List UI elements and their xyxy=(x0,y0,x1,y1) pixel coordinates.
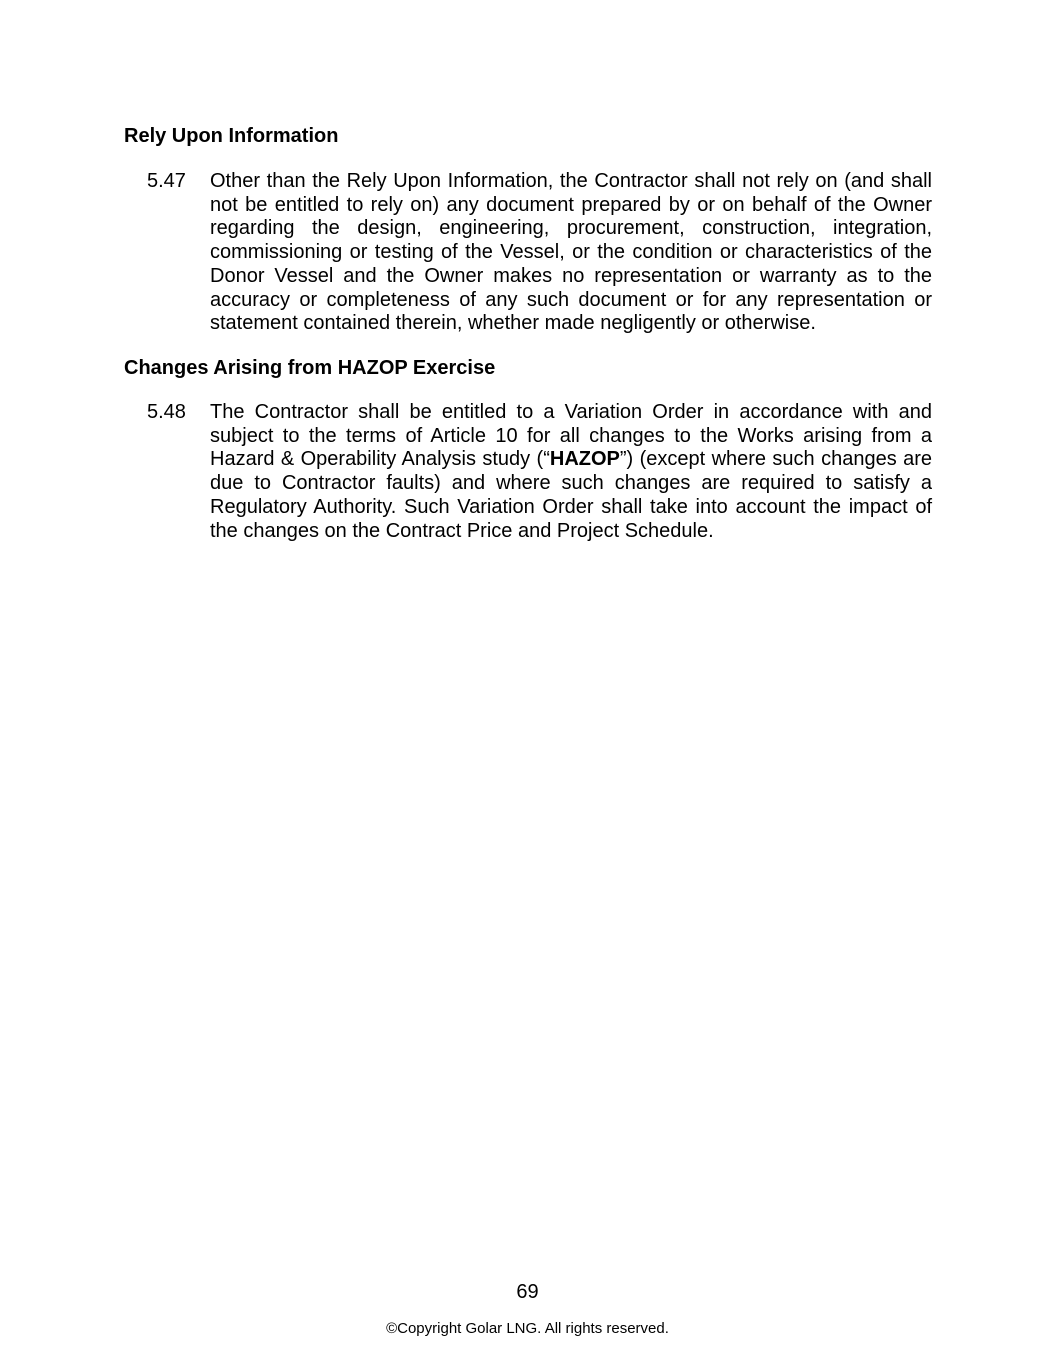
clause-5-47 xyxy=(124,170,932,336)
section-heading-hazop-changes: Changes Arising from HAZOP Exercise xyxy=(124,357,496,379)
clause-text: Other than the Rely Upon Information, the Contractor shall not rely on (and shall not be entitled to rely on) any document prepared by or on behalf of the Owner regarding the design, engineering, procurement, construction, integration, commissioning or testing of the Vessel, or the condition or characteristics of the Donor Vessel and the Owner makes no representation or warranty as to the accuracy or completeness of any such document or for any representation or statement contained therein, whether made negligently or otherwise. xyxy=(210,170,932,335)
section-heading-rely-upon-information: Rely Upon Information xyxy=(124,125,339,147)
clause-number: 5.47 xyxy=(147,170,186,192)
clause-text-part: ”) (except where such changes are due to Contractor faults) and where such changes are required to satisfy a Regulatory Authority. Such Variation Order shall take into account the impact of the changes on the Contract Price and Project Schedule. xyxy=(210,448,932,542)
copyright-footer: ©Copyright Golar LNG. All rights reserved. xyxy=(386,1320,669,1337)
clause-text xyxy=(210,401,932,543)
defined-term-hazop: HAZOP xyxy=(549,448,620,471)
clause-text-part: The Contractor shall be entitled to a Variation Order in accordance with and subject to the terms of Article 10 for all changes to the Works arising from a Hazard & Operability Analysis study (“ xyxy=(210,401,932,471)
page-number: 69 xyxy=(516,1281,539,1303)
clause-5-48 xyxy=(124,401,932,543)
clause-number: 5.48 xyxy=(147,401,186,423)
